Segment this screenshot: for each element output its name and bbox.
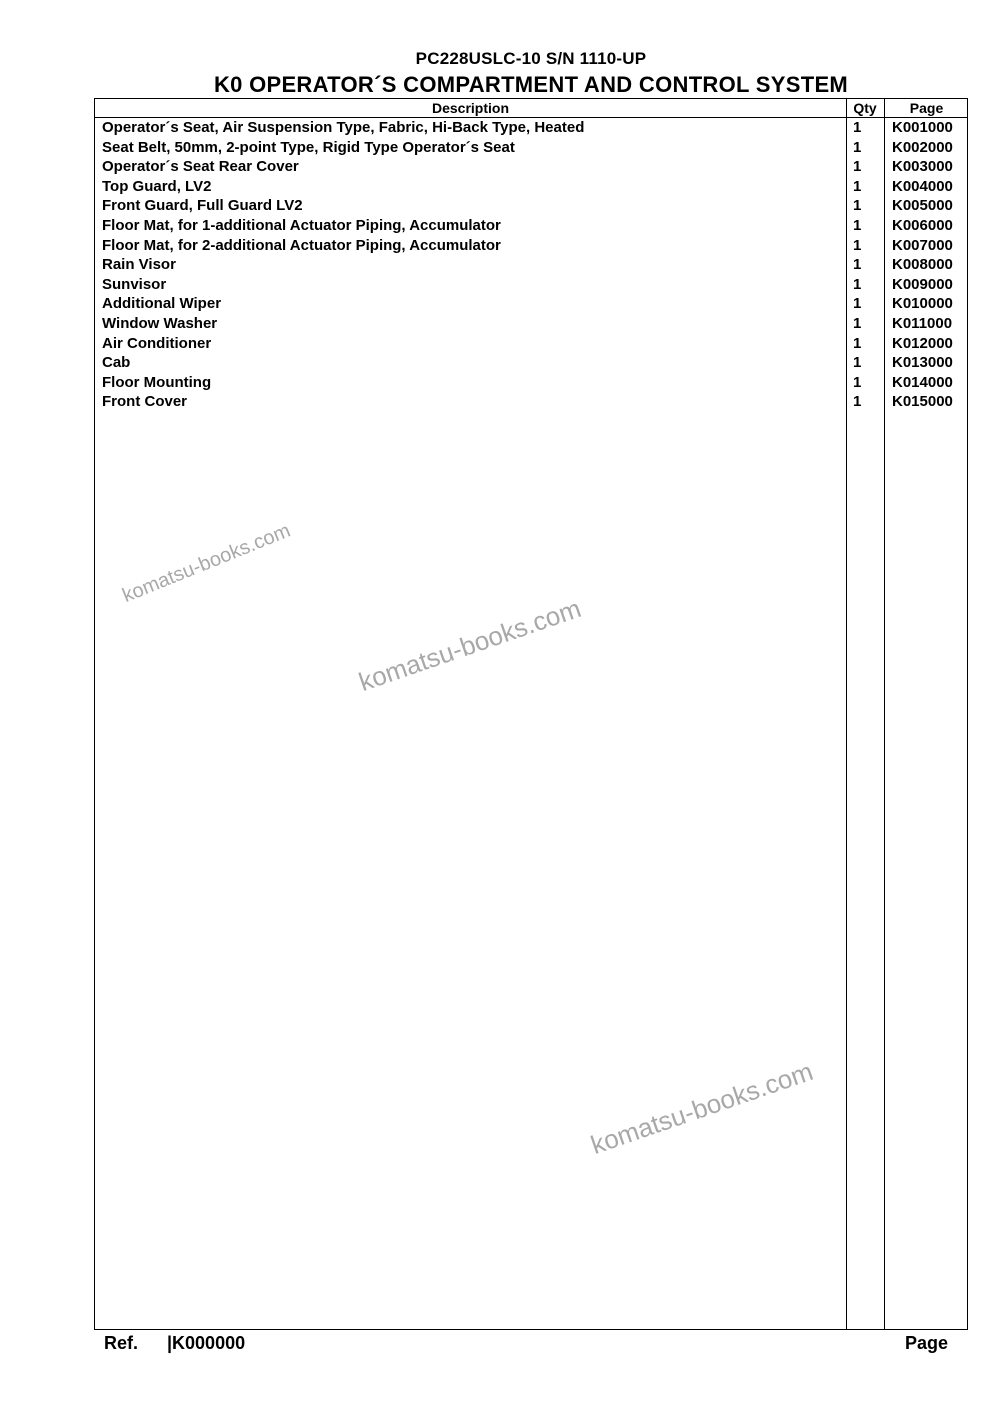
row-description: Operator´s Seat, Air Suspension Type, Fabric, Hi-Back Type, Heated bbox=[102, 119, 585, 136]
parts-index-table bbox=[94, 98, 968, 1330]
table-row[interactable] bbox=[95, 334, 969, 354]
row-page-link[interactable]: K010000 bbox=[892, 295, 953, 313]
qty-column-header: Qty bbox=[853, 100, 877, 116]
table-row[interactable] bbox=[95, 138, 969, 158]
row-description: Cab bbox=[102, 354, 131, 372]
row-qty: 1 bbox=[853, 256, 862, 274]
table-row[interactable] bbox=[95, 294, 969, 314]
row-qty: 1 bbox=[853, 236, 862, 254]
row-qty: 1 bbox=[853, 373, 862, 391]
row-page-link[interactable]: K011000 bbox=[892, 314, 953, 332]
row-qty: 1 bbox=[853, 197, 862, 215]
ref-value: |K000000 bbox=[167, 1333, 246, 1353]
row-description: Floor Mat, for 1-additional Actuator Piping, Accumulator bbox=[102, 216, 501, 234]
row-page-link[interactable]: K012000 bbox=[892, 334, 953, 352]
watermark-text: komatsu-books.com bbox=[586, 1055, 817, 1161]
row-qty: 1 bbox=[853, 216, 862, 234]
row-qty: 1 bbox=[853, 275, 862, 293]
table-row[interactable] bbox=[95, 236, 969, 256]
row-page-link[interactable]: K008000 bbox=[892, 256, 953, 274]
row-page-link[interactable]: K005000 bbox=[892, 197, 953, 215]
table-row[interactable] bbox=[95, 392, 969, 412]
row-description: Floor Mounting bbox=[102, 373, 212, 391]
watermark-text: komatsu-books.com bbox=[119, 519, 294, 608]
row-qty: 1 bbox=[853, 119, 862, 136]
table-row[interactable] bbox=[95, 216, 969, 236]
ref-label: Ref. bbox=[104, 1333, 139, 1353]
row-qty: 1 bbox=[853, 138, 862, 156]
model-title: PC228USLC-10 S/N 1110-UP bbox=[415, 49, 647, 68]
row-qty: 1 bbox=[853, 295, 862, 313]
row-page-link[interactable]: K002000 bbox=[892, 138, 953, 156]
description-column-header: Description bbox=[431, 100, 509, 116]
row-qty: 1 bbox=[853, 177, 862, 195]
table-row[interactable] bbox=[95, 255, 969, 275]
row-description: Top Guard, LV2 bbox=[102, 177, 212, 195]
row-page-link[interactable]: K015000 bbox=[892, 393, 953, 411]
table-row[interactable] bbox=[95, 196, 969, 216]
row-description: Seat Belt, 50mm, 2-point Type, Rigid Type Operator´s Seat bbox=[102, 138, 515, 156]
row-page-link[interactable]: K001000 bbox=[892, 119, 953, 136]
row-description: Air Conditioner bbox=[102, 334, 212, 352]
row-qty: 1 bbox=[853, 314, 862, 332]
table-body bbox=[95, 118, 969, 412]
row-page-link[interactable]: K004000 bbox=[892, 177, 953, 195]
row-description: Floor Mat, for 2-additional Actuator Piping, Accumulator bbox=[102, 236, 501, 254]
row-qty: 1 bbox=[853, 393, 862, 411]
row-page-link[interactable]: K009000 bbox=[892, 275, 953, 293]
table-row[interactable] bbox=[95, 373, 969, 393]
table-row[interactable] bbox=[95, 157, 969, 177]
row-description: Rain Visor bbox=[102, 256, 176, 274]
page-column-header: Page bbox=[909, 100, 944, 116]
row-qty: 1 bbox=[853, 334, 862, 352]
row-description: Front Cover bbox=[102, 393, 188, 411]
row-page-link[interactable]: K003000 bbox=[892, 158, 953, 176]
row-page-link[interactable]: K013000 bbox=[892, 354, 953, 372]
watermark-text: komatsu-books.com bbox=[354, 592, 585, 698]
section-title: K0 OPERATOR´S COMPARTMENT AND CONTROL SYSTEM bbox=[213, 72, 849, 97]
row-page-link[interactable]: K006000 bbox=[892, 216, 953, 234]
row-qty: 1 bbox=[853, 158, 862, 176]
page-label: Page bbox=[905, 1333, 949, 1353]
table-row[interactable] bbox=[95, 314, 969, 334]
row-description: Sunvisor bbox=[102, 275, 167, 293]
table-row[interactable] bbox=[95, 275, 969, 295]
table-row[interactable] bbox=[95, 353, 969, 373]
table-row[interactable] bbox=[95, 177, 969, 197]
row-description: Operator´s Seat Rear Cover bbox=[102, 158, 299, 176]
row-description: Additional Wiper bbox=[102, 295, 222, 313]
row-description: Front Guard, Full Guard LV2 bbox=[102, 197, 303, 215]
row-page-link[interactable]: K007000 bbox=[892, 236, 953, 254]
row-description: Window Washer bbox=[102, 314, 218, 332]
row-qty: 1 bbox=[853, 354, 862, 372]
table-row[interactable] bbox=[95, 118, 969, 138]
row-page-link[interactable]: K014000 bbox=[892, 373, 953, 391]
